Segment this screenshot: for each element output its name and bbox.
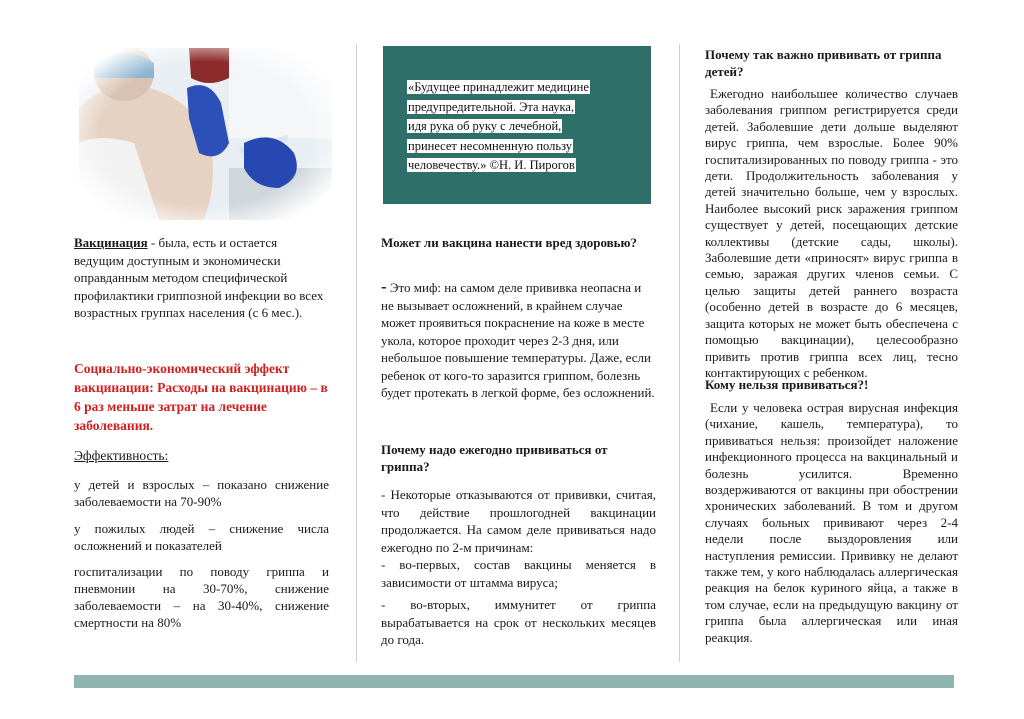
vaccination-definition xyxy=(74,234,329,322)
quote-line: «Будущее принадлежит медицине xyxy=(408,80,589,94)
effectiveness-item-3: госпитализации по поводу гриппа и пневмонии на 30-70%, снижение заболеваемости – на 30-40%, снижение смертности на 80% xyxy=(74,564,329,630)
quote-box xyxy=(383,46,651,204)
quote-line: предупредительной. Эта наука, xyxy=(408,99,575,114)
q1-answer xyxy=(381,278,656,402)
effectiveness-item-1: у детей и взрослых – показано снижение заболеваемости на 70-90% xyxy=(74,477,329,509)
column-divider-right xyxy=(679,44,680,662)
q2-reason-1: - во-первых, состав вакцины меняется в зависимости от штамма вируса; xyxy=(381,557,656,590)
quote-line: идя рука об руку с лечебной, xyxy=(408,119,562,133)
contraindications-heading: Кому нельзя прививаться?! xyxy=(705,377,869,392)
column-divider-left xyxy=(356,44,357,662)
quote-line: принесет несомненную пользу xyxy=(408,138,573,153)
definition-term: Вакцинация xyxy=(74,235,148,250)
q1-text: Это миф: на самом деле прививка неопасна и не вызывает осложнений, в крайнем случае может проявиться покраснение на коже в месте укола, которое проходит через 2-3 дня, или небольшое повышение температуры. Даже, если ребенок от кого-то заразится гриппом, болезнь будет протекать в легкой форме, без осложнений. xyxy=(381,280,655,400)
definition-text: - была, есть и остается ведущим доступным и экономически оправданным методом специфической профилактики гриппозной инфекции во всех возрастных группах населения (с 6 мес.). xyxy=(74,235,324,320)
vaccination-photo xyxy=(79,48,332,220)
effectiveness-item-2: у пожилых людей – снижение числа осложнений и показателей xyxy=(74,521,329,553)
effectiveness-heading: Эффективность: xyxy=(74,448,169,463)
children-text: Ежегодно наибольшее количество случаев заболевания гриппом регистрируется среди детей. Заболевшие дети дольше выделяют вирус гриппа, чем взрослые. Более 90% госпитализированных по поводу гриппа - это дети. Продолжительность заболевания у детей значительно больше, чем у взрослых. Наиболее высокий риск заражения гриппом существует у детей, посещающих детские коллективы (детские сады, школы). Заболевшие дети «приносят» вирус гриппа в семью, заражая других членов семьи. С целью защиты детей раннего возраста (особенно детей в возрасте до 6 месяцев, защита которых не может быть обеспечена с помощью вакцинации), целесообразно привить против гриппа всех лиц, тесно контактирующих с ребенком. xyxy=(705,86,958,380)
q2-heading: Почему надо ежегодно прививаться от гриппа? xyxy=(381,442,608,474)
economic-effect: Социально-экономический эффект вакцинации: Расходы на вакцинацию – в 6 раз меньше затрат на лечение заболевания. xyxy=(74,361,328,433)
q2-text: - Некоторые отказываются от прививки, считая, что действие прошлогодней вакцинации продолжается. На самом деле прививаться надо ежегодно по 2-м причинам: xyxy=(381,487,656,555)
q1-heading: Может ли вакцина нанести вред здоровью? xyxy=(381,235,637,250)
contraindications-text: Если у человека острая вирусная инфекция (чихание, кашель, температура), то прививаться нельзя: произойдет наложение инфекционного процесса на вакцинальный и болезнь усилится. Временно воздерживаются от вакцины при обострении хронических заболеваний. В том и другом случаях больных прививают через 2-4 недели после выздоровления или наступления ремиссии. Прививку не делают также тем, у кого наблюдалась аллергическая реакция на белок куриного яйца, а также в том случае, если на предыдущую вакцину от гриппа была аллергическая или иная реакция. xyxy=(705,400,958,645)
children-heading: Почему так важно прививать от гриппа детей? xyxy=(705,47,942,79)
quote-line: человечеству.» ©Н. И. Пирогов xyxy=(408,158,575,172)
q1-dash: - xyxy=(381,277,387,296)
bottom-decorative-bar xyxy=(74,675,954,688)
q2-reason-2: - во-вторых, иммунитет от гриппа вырабатывается на срок от нескольких месяцев до года. xyxy=(381,597,656,647)
pirogov-quote xyxy=(407,78,627,176)
